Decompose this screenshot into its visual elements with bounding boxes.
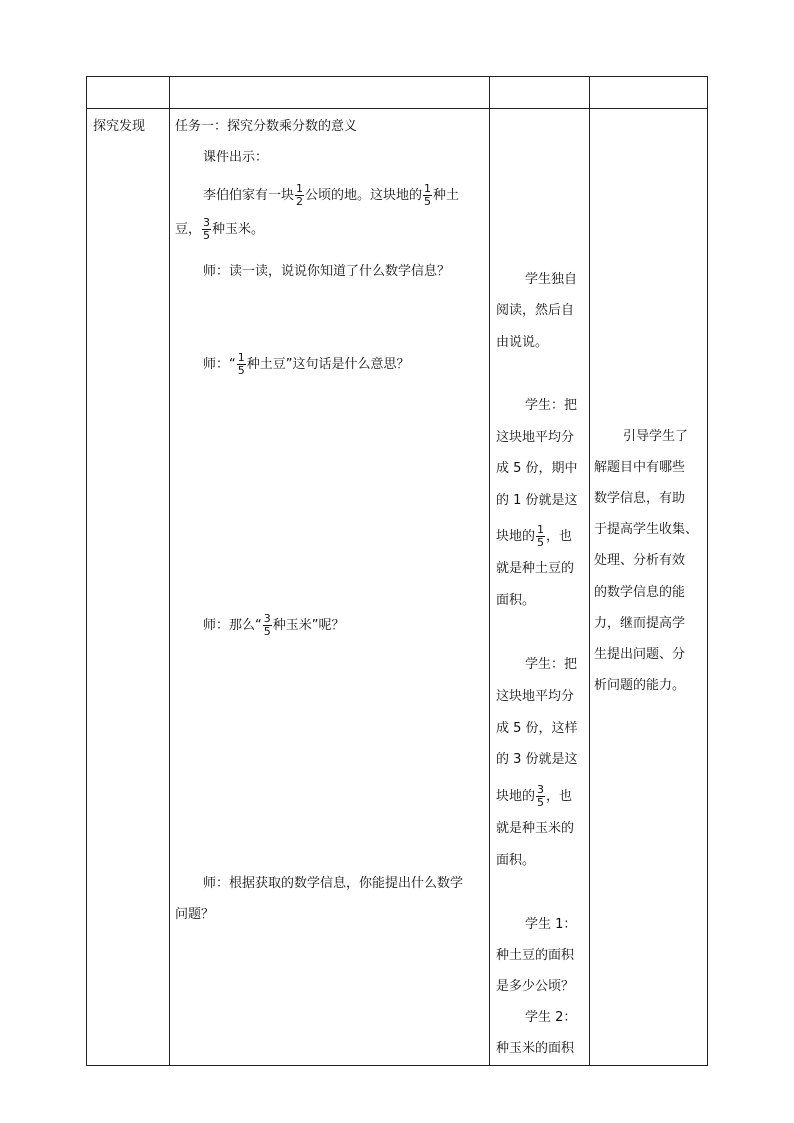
student-response-2: 面积。: [496, 593, 536, 608]
fraction: $\frac{1}{2}$: [296, 182, 304, 208]
fraction: $\frac{1}{5}$: [537, 523, 545, 549]
student-response-3: 这块地平均分: [496, 689, 575, 704]
column-divider: [169, 77, 170, 1065]
fraction: $\frac{3}{5}$: [203, 216, 211, 242]
teacher-question-4-line-2: 问题？: [175, 907, 215, 922]
courseware-label: 课件出示：: [203, 150, 269, 165]
student-response-2: 这块地平均分: [496, 430, 575, 445]
design-intent: 引导学生了: [623, 429, 689, 444]
problem-line-2: 豆， $\frac{3}{5}$ 种玉米。: [175, 216, 265, 242]
student-question-1: 学生 1：: [525, 917, 577, 932]
student-response-3: 面积。: [496, 853, 536, 868]
problem-line-1: 李伯伯家有一块 $\frac{1}{2}$ 公顷的地。这块地的 $\frac{1}{5}$ 种土: [203, 182, 460, 208]
student-question-2: 种玉米的面积: [496, 1041, 575, 1056]
design-intent: 力，继而提高学: [594, 616, 686, 631]
design-intent: 处理、分析有效: [594, 553, 686, 568]
student-response-1: 学生独自: [525, 272, 578, 287]
design-intent: 生提出问题、分: [594, 647, 686, 662]
student-response-3: 块地的 $\frac{3}{5}$ ，也: [496, 783, 573, 809]
fraction: $\frac{3}{5}$: [263, 612, 271, 638]
student-response-3: 的 3 份就是这: [496, 752, 578, 767]
task-title: 任务一：探究分数乘分数的意义: [175, 119, 358, 134]
fraction: $\frac{1}{5}$: [237, 351, 245, 377]
student-response-3: 成 5 份，这样: [496, 721, 578, 736]
student-response-3: 就是种玉米的: [496, 821, 575, 836]
student-response-2: 成 5 份，期中: [496, 461, 578, 476]
student-response-3: 学生：把: [525, 657, 578, 672]
row-label: 探究发现: [93, 119, 146, 134]
student-question-2: 学生 2：: [525, 1010, 577, 1025]
student-response-1: 由说说。: [496, 335, 549, 350]
teacher-question-2: 师：“ $\frac{1}{5}$ 种土豆”这句话是什么意思？: [203, 351, 410, 377]
design-intent: 数学信息，有助: [594, 491, 686, 506]
lesson-table: [86, 76, 708, 1066]
design-intent: 解题目中有哪些: [594, 460, 686, 475]
design-intent: 析问题的能力。: [594, 678, 686, 693]
student-response-2: 的 1 份就是这: [496, 493, 578, 508]
column-divider: [489, 77, 490, 1065]
fraction: $\frac{1}{5}$: [424, 182, 432, 208]
column-divider: [589, 77, 590, 1065]
teacher-question-1: 师：读一读，说说你知道了什么数学信息？: [203, 264, 451, 279]
design-intent: 于提高学生收集、: [594, 522, 699, 537]
design-intent: 的数学信息的能: [594, 585, 686, 600]
student-question-1: 是多少公顷？: [496, 979, 575, 994]
header-row-divider: [87, 108, 707, 109]
student-response-2: 就是种土豆的: [496, 561, 575, 576]
student-response-2: 学生：把: [525, 398, 578, 413]
student-response-1: 阅读，然后自: [496, 303, 575, 318]
student-response-2: 块地的 $\frac{1}{5}$ ，也: [496, 523, 573, 549]
teacher-question-4-line-1: 师：根据获取的数学信息，你能提出什么数学: [203, 876, 464, 891]
student-question-1: 种土豆的面积: [496, 948, 575, 963]
teacher-question-3: 师：那么“ $\frac{3}{5}$ 种玉米”呢？: [203, 612, 345, 638]
fraction: $\frac{3}{5}$: [537, 783, 545, 809]
